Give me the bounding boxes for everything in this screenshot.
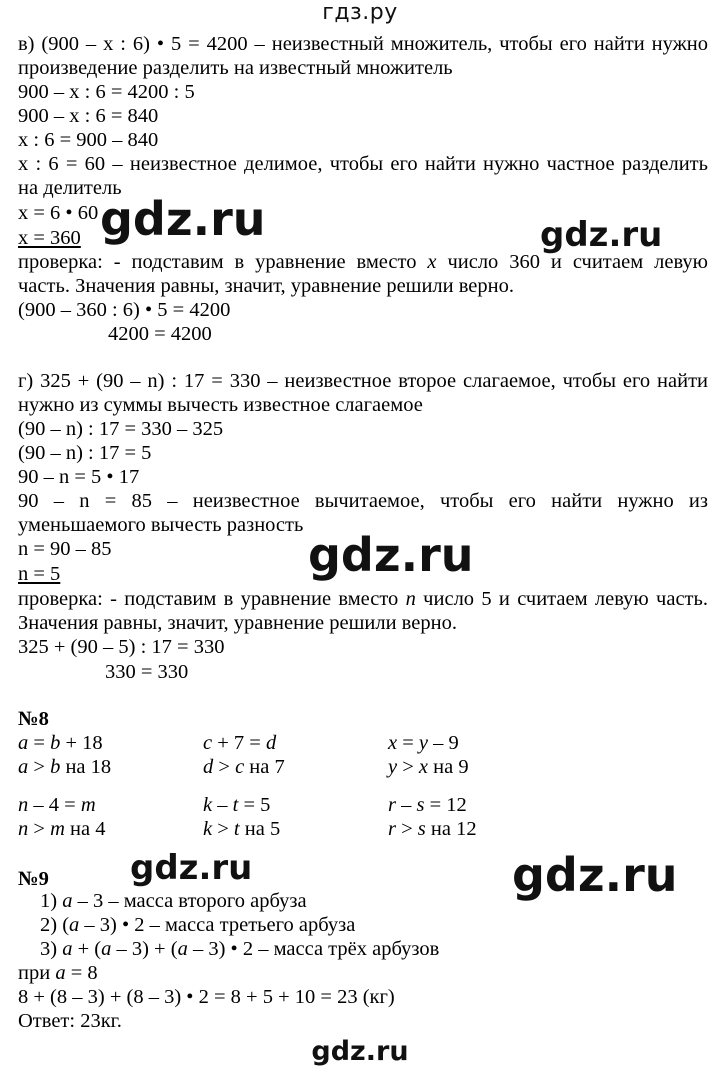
part-v-answer: х = 360: [18, 227, 81, 249]
task8-row2-col2: d > c на 7: [203, 756, 285, 778]
part-v-step4-line1: х : 6 = 60 – неизвестное делимое, чтобы его найти нужно частное разделить: [18, 153, 708, 175]
part-v-statement-line2: произведение разделить на известный множитель: [18, 57, 453, 79]
part-v-step5: х = 6 • 60: [18, 202, 99, 224]
task9-answer: Ответ: 23кг.: [18, 1010, 122, 1032]
task8-row4-col3: r > s на 12: [388, 818, 477, 840]
task8-row2-col3: y > x на 9: [388, 756, 469, 778]
task8-row3-col2: k – t = 5: [203, 794, 271, 816]
watermark-logo: gdz.ru: [130, 848, 253, 888]
watermark-logo: gdz.ru: [540, 215, 663, 255]
part-g-check-line1: проверка: - подставим в уравнение вместо n число 5 и считаем левую часть.: [18, 588, 708, 610]
watermark-logo: gdz.ru: [512, 848, 678, 902]
footer-watermark: gdz.ru: [311, 1036, 409, 1067]
part-g-check-equation: 325 + (90 – 5) : 17 = 330: [18, 636, 225, 658]
task9-item3: 3) a + (a – 3) + (a – 3) • 2 – масса трёх арбузов: [40, 938, 440, 960]
part-g-answer: n = 5: [18, 563, 61, 585]
task8-row4-col1: n > m на 4: [18, 818, 106, 840]
part-g-step2: (90 – n) : 17 = 5: [18, 442, 152, 464]
part-g-step4-line1: 90 – n = 85 – неизвестное вычитаемое, чтобы его найти нужно из: [18, 490, 708, 512]
part-g-check-result: 330 = 330: [105, 661, 189, 683]
part-v-check-line2: часть. Значения равны, значит, уравнение решили верно.: [18, 275, 515, 297]
task8-row1-col1: a = b + 18: [18, 732, 103, 754]
task9-condition: при a = 8: [18, 962, 98, 984]
part-v-statement-line1: в) (900 – х : 6) • 5 = 4200 – неизвестный множитель, чтобы его найти нужно: [18, 33, 708, 55]
watermark-logo: gdz.ru: [308, 528, 474, 582]
task9-item1: 1) a – 3 – масса второго арбуза: [40, 890, 307, 912]
part-v-check-result: 4200 = 4200: [108, 323, 212, 345]
part-g-check-line2: Значения равны, значит, уравнение решили верно.: [18, 612, 457, 634]
part-v-step3: х : 6 = 900 – 840: [18, 129, 159, 151]
part-g-step5: n = 90 – 85: [18, 538, 112, 560]
task9-title: №9: [18, 868, 49, 890]
part-g-statement-line1: г) 325 + (90 – n) : 17 = 330 – неизвестное второе слагаемое, чтобы его найти: [18, 370, 708, 392]
task8-row1-col2: c + 7 = d: [203, 732, 277, 754]
part-v-step1: 900 – х : 6 = 4200 : 5: [18, 81, 195, 103]
part-v-step2: 900 – х : 6 = 840: [18, 105, 159, 127]
task8-row1-col3: x = y – 9: [388, 732, 459, 754]
task8-row3-col3: r – s = 12: [388, 794, 467, 816]
task8-row3-col1: n – 4 = m: [18, 794, 96, 816]
part-v-check-equation: (900 – 360 : 6) • 5 = 4200: [18, 299, 231, 321]
task8-row4-col2: k > t на 5: [203, 818, 281, 840]
task9-calculation: 8 + (8 – 3) + (8 – 3) • 2 = 8 + 5 + 10 = 23 (кг): [18, 986, 395, 1008]
part-v-check-line1: проверка: - подставим в уравнение вместо х число 360 и считаем левую: [18, 251, 708, 273]
watermark-logo: gdz.ru: [100, 192, 266, 246]
part-g-step1: (90 – n) : 17 = 330 – 325: [18, 418, 224, 440]
part-g-step4-line2: уменьшаемого вычесть разность: [18, 514, 304, 536]
task8-title: №8: [18, 708, 49, 730]
task9-item2: 2) (a – 3) • 2 – масса третьего арбуза: [40, 914, 356, 936]
site-header-watermark: гдз.ру: [322, 0, 398, 25]
part-g-statement-line2: нужно из суммы вычесть известное слагаемое: [18, 394, 423, 416]
part-v-step4-line2: на делитель: [18, 177, 122, 199]
task8-row2-col1: a > b на 18: [18, 756, 112, 778]
part-g-step3: 90 – n = 5 • 17: [18, 466, 140, 488]
